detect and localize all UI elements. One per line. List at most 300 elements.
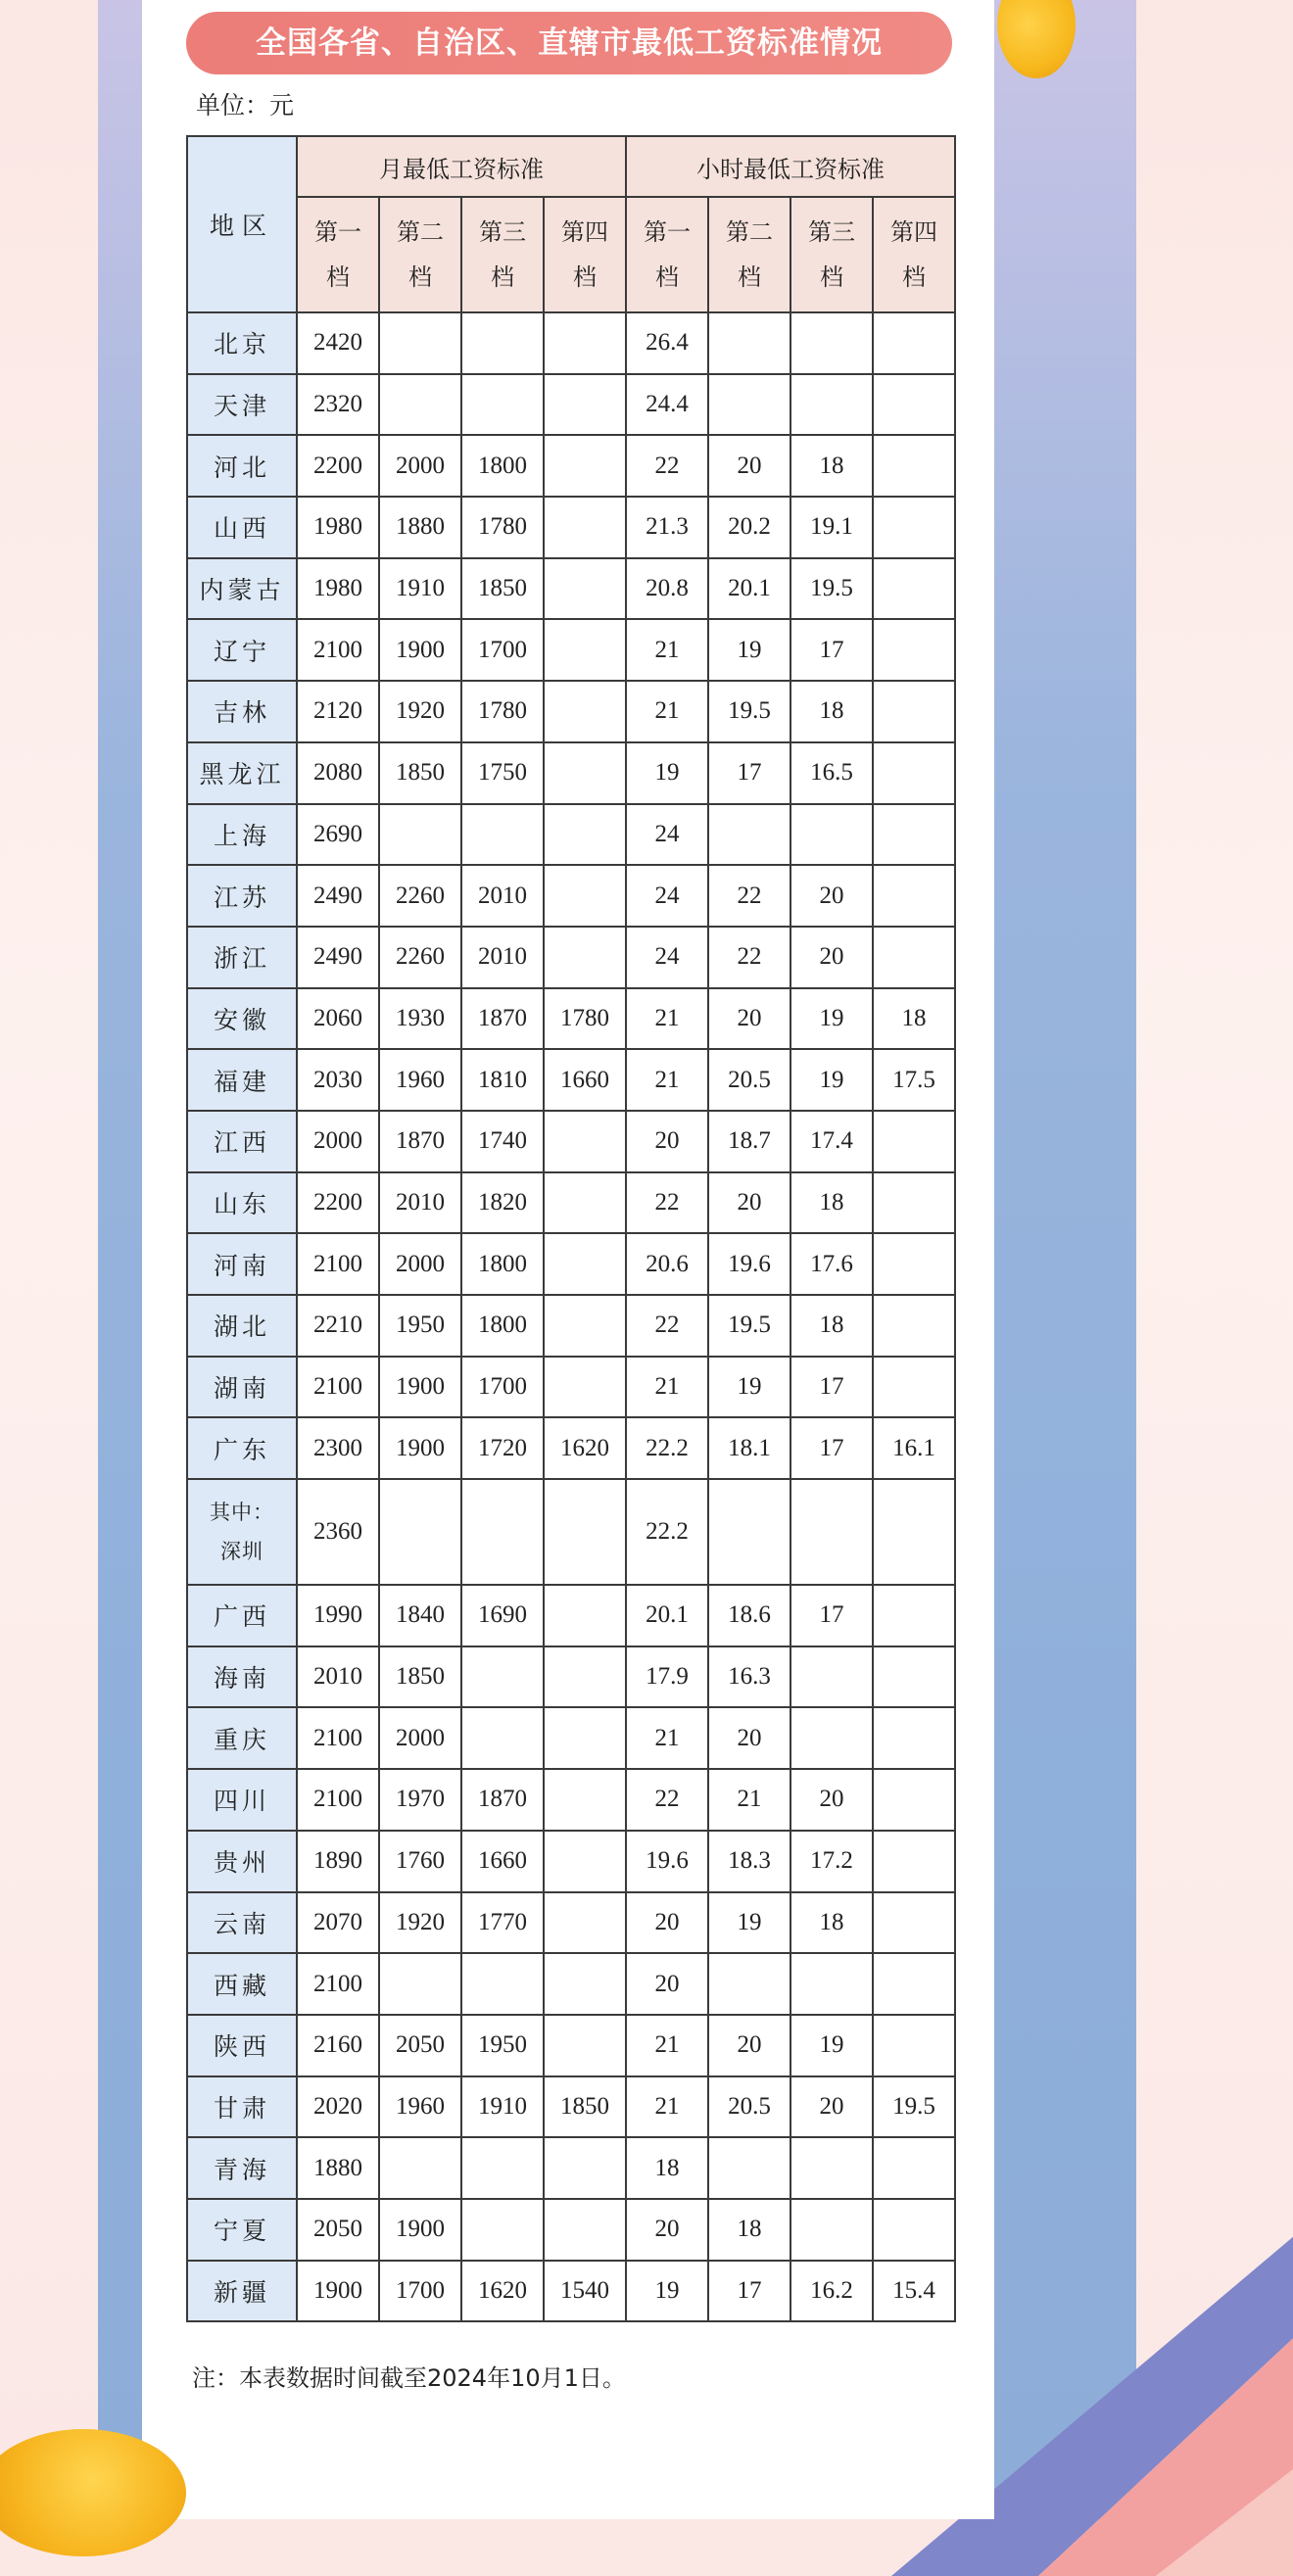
hourly-wage-cell: 19	[626, 742, 708, 804]
hourly-wage-cell: 19	[790, 2015, 873, 2076]
monthly-wage-cell: 2100	[297, 1953, 379, 2015]
hourly-wage-cell	[873, 1953, 955, 2015]
hourly-wage-cell: 20	[790, 865, 873, 927]
monthly-wage-cell: 2000	[379, 435, 461, 497]
table-row	[187, 1831, 955, 1892]
unit-label: 单位：元	[196, 91, 295, 119]
hourly-wage-cell	[708, 2137, 790, 2199]
hourly-wage-cell: 19.5	[708, 681, 790, 742]
hourly-wage-cell: 21.3	[626, 497, 708, 558]
monthly-wage-cell	[544, 1646, 626, 1708]
monthly-wage-cell: 1800	[461, 1233, 544, 1295]
hourly-wage-cell	[873, 1585, 955, 1646]
tier-label-top: 第一	[644, 218, 691, 246]
region-cell: 甘肃	[187, 2076, 297, 2138]
header-tier	[379, 197, 461, 312]
table-row	[187, 2076, 955, 2138]
monthly-wage-cell: 1980	[297, 558, 379, 620]
tier-label-bottom: 档	[573, 263, 597, 291]
monthly-wage-cell: 2490	[297, 865, 379, 927]
monthly-wage-cell: 1840	[379, 1585, 461, 1646]
hourly-wage-cell	[708, 312, 790, 374]
hourly-wage-cell: 17	[790, 1357, 873, 1418]
monthly-wage-cell: 1950	[379, 1295, 461, 1357]
monthly-wage-cell	[544, 374, 626, 436]
hourly-wage-cell: 17.9	[626, 1646, 708, 1708]
hourly-wage-cell: 18.1	[708, 1417, 790, 1479]
monthly-wage-cell: 2120	[297, 681, 379, 742]
region-cell: 山西	[187, 497, 297, 558]
hourly-wage-cell: 22	[708, 927, 790, 988]
monthly-wage-cell	[379, 374, 461, 436]
table-row	[187, 374, 955, 436]
hourly-wage-cell: 19.5	[708, 1295, 790, 1357]
monthly-wage-cell: 1910	[461, 2076, 544, 2138]
monthly-wage-cell: 2010	[461, 927, 544, 988]
monthly-wage-cell	[544, 2015, 626, 2076]
monthly-wage-cell: 1880	[297, 2137, 379, 2199]
footnote: 注：本表数据时间截至2024年10月1日。	[192, 2364, 626, 2392]
hourly-wage-cell: 26.4	[626, 312, 708, 374]
hourly-wage-cell: 20	[626, 1892, 708, 1954]
monthly-wage-cell	[544, 2199, 626, 2261]
table-row	[187, 2015, 955, 2076]
monthly-wage-cell: 1780	[461, 681, 544, 742]
header-hourly: 小时最低工资标准	[626, 136, 955, 197]
table-row	[187, 804, 955, 866]
monthly-wage-cell: 1780	[461, 497, 544, 558]
monthly-wage-cell: 1740	[461, 1111, 544, 1172]
monthly-wage-cell: 2030	[297, 1049, 379, 1111]
hourly-wage-cell: 21	[626, 1357, 708, 1418]
hourly-wage-cell	[873, 1831, 955, 1892]
monthly-wage-cell: 1800	[461, 435, 544, 497]
monthly-wage-cell	[544, 865, 626, 927]
monthly-wage-cell: 2060	[297, 988, 379, 1050]
hourly-wage-cell: 21	[626, 681, 708, 742]
hourly-wage-cell: 17.5	[873, 1049, 955, 1111]
table-row	[187, 1111, 955, 1172]
monthly-wage-cell: 2300	[297, 1417, 379, 1479]
tier-label-bottom: 档	[408, 263, 432, 291]
region-cell: 天津	[187, 374, 297, 436]
hourly-wage-cell: 20.2	[708, 497, 790, 558]
region-cell: 广东	[187, 1417, 297, 1479]
header-tier	[544, 197, 626, 312]
monthly-wage-cell	[544, 619, 626, 681]
table-row	[187, 988, 955, 1050]
monthly-wage-cell: 2010	[461, 865, 544, 927]
monthly-wage-cell	[544, 1479, 626, 1585]
tier-label-top: 第一	[314, 218, 361, 246]
monthly-wage-cell: 1900	[297, 2261, 379, 2322]
monthly-wage-cell	[544, 1357, 626, 1418]
monthly-wage-cell: 1880	[379, 497, 461, 558]
hourly-wage-cell: 20.5	[708, 2076, 790, 2138]
hourly-wage-cell	[790, 2137, 873, 2199]
hourly-wage-cell	[873, 2137, 955, 2199]
monthly-wage-cell	[544, 1233, 626, 1295]
hourly-wage-cell: 22	[626, 1295, 708, 1357]
hourly-wage-cell: 19	[790, 1049, 873, 1111]
hourly-wage-cell: 18	[790, 1172, 873, 1234]
monthly-wage-cell: 1660	[544, 1049, 626, 1111]
hourly-wage-cell	[873, 927, 955, 988]
region-cell: 安徽	[187, 988, 297, 1050]
header-tier	[790, 197, 873, 312]
monthly-wage-cell: 1620	[544, 1417, 626, 1479]
hourly-wage-cell: 20	[708, 435, 790, 497]
monthly-wage-cell: 1770	[461, 1892, 544, 1954]
hourly-wage-cell: 24	[626, 927, 708, 988]
hourly-wage-cell	[873, 1111, 955, 1172]
table-row	[187, 435, 955, 497]
table-row	[187, 1953, 955, 2015]
hourly-wage-cell: 21	[626, 988, 708, 1050]
hourly-wage-cell: 22	[626, 1172, 708, 1234]
hourly-wage-cell: 18.7	[708, 1111, 790, 1172]
monthly-wage-cell: 1700	[379, 2261, 461, 2322]
hourly-wage-cell	[873, 2199, 955, 2261]
hourly-wage-cell	[790, 374, 873, 436]
monthly-wage-cell: 2100	[297, 1357, 379, 1418]
hourly-wage-cell: 18	[626, 2137, 708, 2199]
monthly-wage-cell: 1960	[379, 2076, 461, 2138]
monthly-wage-cell: 1900	[379, 1357, 461, 1418]
table-row	[187, 2261, 955, 2322]
monthly-wage-cell: 1690	[461, 1585, 544, 1646]
monthly-wage-cell: 1850	[461, 558, 544, 620]
monthly-wage-cell: 1900	[379, 619, 461, 681]
hourly-wage-cell	[708, 1479, 790, 1585]
monthly-wage-cell	[379, 2137, 461, 2199]
hourly-wage-cell: 22.2	[626, 1417, 708, 1479]
monthly-wage-cell: 1990	[297, 1585, 379, 1646]
monthly-wage-cell	[544, 1172, 626, 1234]
monthly-wage-cell	[544, 742, 626, 804]
monthly-wage-cell: 1850	[544, 2076, 626, 2138]
monthly-wage-cell	[461, 804, 544, 866]
tier-label-bottom: 档	[326, 263, 350, 291]
hourly-wage-cell: 16.2	[790, 2261, 873, 2322]
table-row	[187, 1049, 955, 1111]
hourly-wage-cell: 20.8	[626, 558, 708, 620]
region-cell: 江西	[187, 1111, 297, 1172]
hourly-wage-cell	[790, 1479, 873, 1585]
hourly-wage-cell: 18	[790, 1892, 873, 1954]
region-cell: 北京	[187, 312, 297, 374]
region-cell: 内蒙古	[187, 558, 297, 620]
hourly-wage-cell: 18	[790, 681, 873, 742]
hourly-wage-cell	[790, 312, 873, 374]
hourly-wage-cell: 20	[708, 1707, 790, 1769]
tier-label-top: 第三	[479, 218, 526, 246]
region-cell: 上海	[187, 804, 297, 866]
monthly-wage-cell: 2360	[297, 1479, 379, 1585]
region-cell: 河北	[187, 435, 297, 497]
hourly-wage-cell: 19	[790, 988, 873, 1050]
monthly-wage-cell: 1810	[461, 1049, 544, 1111]
hourly-wage-cell: 17	[708, 2261, 790, 2322]
monthly-wage-cell	[461, 1646, 544, 1708]
table-row	[187, 312, 955, 374]
region-cell: 广西	[187, 1585, 297, 1646]
hourly-wage-cell	[790, 2199, 873, 2261]
region-label: 其中：	[210, 1501, 274, 1525]
header-region: 地区	[187, 136, 297, 312]
hourly-wage-cell	[873, 742, 955, 804]
hourly-wage-cell	[708, 1953, 790, 2015]
header-tier	[461, 197, 544, 312]
monthly-wage-cell	[379, 1479, 461, 1585]
monthly-wage-cell: 1700	[461, 619, 544, 681]
table-row	[187, 927, 955, 988]
page-title: 全国各省、自治区、直辖市最低工资标准情况	[186, 12, 952, 74]
region-cell: 吉林	[187, 681, 297, 742]
monthly-wage-cell: 1620	[461, 2261, 544, 2322]
monthly-wage-cell: 2000	[297, 1111, 379, 1172]
table-row	[187, 1357, 955, 1418]
monthly-wage-cell	[544, 927, 626, 988]
hourly-wage-cell	[873, 312, 955, 374]
hourly-wage-cell	[790, 1646, 873, 1708]
monthly-wage-cell	[544, 1585, 626, 1646]
hourly-wage-cell: 20.1	[708, 558, 790, 620]
hourly-wage-cell: 20	[626, 1111, 708, 1172]
table-row	[187, 2137, 955, 2199]
region-cell: 湖南	[187, 1357, 297, 1418]
hourly-wage-cell	[873, 1233, 955, 1295]
monthly-wage-cell: 1780	[544, 988, 626, 1050]
monthly-wage-cell	[461, 1953, 544, 2015]
hourly-wage-cell: 18	[790, 1295, 873, 1357]
hourly-wage-cell	[708, 374, 790, 436]
monthly-wage-cell: 1750	[461, 742, 544, 804]
monthly-wage-cell	[544, 681, 626, 742]
region-cell: 辽宁	[187, 619, 297, 681]
monthly-wage-cell: 2210	[297, 1295, 379, 1357]
region-cell: 江苏	[187, 865, 297, 927]
hourly-wage-cell: 20	[708, 2015, 790, 2076]
header-tier	[873, 197, 955, 312]
monthly-wage-cell: 1660	[461, 1831, 544, 1892]
monthly-wage-cell: 2000	[379, 1233, 461, 1295]
monthly-wage-cell	[461, 2137, 544, 2199]
region-cell: 西藏	[187, 1953, 297, 2015]
table-row	[187, 497, 955, 558]
monthly-wage-cell: 1870	[379, 1111, 461, 1172]
monthly-wage-cell	[544, 1707, 626, 1769]
hourly-wage-cell	[790, 1953, 873, 2015]
hourly-wage-cell	[873, 1295, 955, 1357]
monthly-wage-cell: 2050	[297, 2199, 379, 2261]
tier-label-bottom: 档	[902, 263, 926, 291]
table-row	[187, 681, 955, 742]
monthly-wage-cell	[544, 1769, 626, 1831]
hourly-wage-cell: 20	[708, 988, 790, 1050]
hourly-wage-cell: 22	[626, 1769, 708, 1831]
hourly-wage-cell: 17.6	[790, 1233, 873, 1295]
hourly-wage-cell: 21	[626, 2015, 708, 2076]
hourly-wage-cell: 21	[626, 1049, 708, 1111]
monthly-wage-cell: 1960	[379, 1049, 461, 1111]
monthly-wage-cell: 1540	[544, 2261, 626, 2322]
monthly-wage-cell	[544, 804, 626, 866]
tier-label-top: 第二	[726, 218, 773, 246]
hourly-wage-cell: 17	[790, 1585, 873, 1646]
hourly-wage-cell: 17	[790, 1417, 873, 1479]
hourly-wage-cell: 17	[790, 619, 873, 681]
monthly-wage-cell: 2260	[379, 927, 461, 988]
header-monthly: 月最低工资标准	[297, 136, 626, 197]
monthly-wage-cell: 1720	[461, 1417, 544, 1479]
monthly-wage-cell: 1760	[379, 1831, 461, 1892]
monthly-wage-cell	[461, 2199, 544, 2261]
hourly-wage-cell: 24	[626, 804, 708, 866]
region-cell: 陕西	[187, 2015, 297, 2076]
region-cell: 云南	[187, 1892, 297, 1954]
region-cell	[187, 1479, 297, 1585]
monthly-wage-cell: 2100	[297, 1769, 379, 1831]
table-row	[187, 865, 955, 927]
region-cell: 黑龙江	[187, 742, 297, 804]
monthly-wage-cell	[544, 312, 626, 374]
monthly-wage-cell: 2200	[297, 1172, 379, 1234]
hourly-wage-cell: 17.2	[790, 1831, 873, 1892]
hourly-wage-cell	[873, 1479, 955, 1585]
tier-label-top: 第四	[561, 218, 608, 246]
hourly-wage-cell	[873, 497, 955, 558]
hourly-wage-cell: 18	[708, 2199, 790, 2261]
hourly-wage-cell: 20	[790, 2076, 873, 2138]
hourly-wage-cell: 18.6	[708, 1585, 790, 1646]
monthly-wage-cell: 2160	[297, 2015, 379, 2076]
region-cell: 青海	[187, 2137, 297, 2199]
monthly-wage-cell: 1950	[461, 2015, 544, 2076]
region-cell: 贵州	[187, 1831, 297, 1892]
hourly-wage-cell: 18.3	[708, 1831, 790, 1892]
hourly-wage-cell	[790, 804, 873, 866]
monthly-wage-cell	[544, 1831, 626, 1892]
monthly-wage-cell	[544, 558, 626, 620]
hourly-wage-cell	[873, 435, 955, 497]
hourly-wage-cell: 21	[626, 619, 708, 681]
tier-label-bottom: 档	[820, 263, 843, 291]
monthly-wage-cell: 2100	[297, 1233, 379, 1295]
monthly-wage-cell	[544, 1953, 626, 2015]
hourly-wage-cell: 24	[626, 865, 708, 927]
hourly-wage-cell: 19	[708, 619, 790, 681]
monthly-wage-cell: 1910	[379, 558, 461, 620]
region-cell: 海南	[187, 1646, 297, 1708]
table-row	[187, 1707, 955, 1769]
monthly-wage-cell: 2420	[297, 312, 379, 374]
monthly-wage-cell: 1850	[379, 742, 461, 804]
hourly-wage-cell: 20	[790, 1769, 873, 1831]
tier-label-top: 第四	[890, 218, 937, 246]
region-cell: 四川	[187, 1769, 297, 1831]
table-row	[187, 1479, 955, 1585]
monthly-wage-cell: 1890	[297, 1831, 379, 1892]
hourly-wage-cell	[873, 1892, 955, 1954]
monthly-wage-cell: 1850	[379, 1646, 461, 1708]
hourly-wage-cell	[873, 1707, 955, 1769]
table-row	[187, 1585, 955, 1646]
hourly-wage-cell: 16.1	[873, 1417, 955, 1479]
region-cell: 重庆	[187, 1707, 297, 1769]
hourly-wage-cell: 19.1	[790, 497, 873, 558]
hourly-wage-cell: 15.4	[873, 2261, 955, 2322]
hourly-wage-cell: 21	[708, 1769, 790, 1831]
table-row	[187, 1769, 955, 1831]
table-row	[187, 2199, 955, 2261]
table-row	[187, 742, 955, 804]
table-row	[187, 1233, 955, 1295]
monthly-wage-cell: 1900	[379, 1417, 461, 1479]
monthly-wage-cell	[544, 1111, 626, 1172]
monthly-wage-cell: 2020	[297, 2076, 379, 2138]
monthly-wage-cell	[379, 1953, 461, 2015]
hourly-wage-cell: 17.4	[790, 1111, 873, 1172]
hourly-wage-cell: 19.6	[626, 1831, 708, 1892]
tier-label-top: 第二	[397, 218, 444, 246]
hourly-wage-cell: 19.5	[873, 2076, 955, 2138]
hourly-wage-cell: 21	[626, 1707, 708, 1769]
monthly-wage-cell: 1870	[461, 1769, 544, 1831]
table-row	[187, 619, 955, 681]
monthly-wage-cell	[544, 1892, 626, 1954]
minimum-wage-table	[186, 135, 956, 2322]
hourly-wage-cell: 20	[708, 1172, 790, 1234]
hourly-wage-cell: 16.3	[708, 1646, 790, 1708]
hourly-wage-cell: 22.2	[626, 1479, 708, 1585]
monthly-wage-cell: 2490	[297, 927, 379, 988]
monthly-wage-cell: 1800	[461, 1295, 544, 1357]
hourly-wage-cell: 19.6	[708, 1233, 790, 1295]
monthly-wage-cell: 1970	[379, 1769, 461, 1831]
hourly-wage-cell	[873, 374, 955, 436]
hourly-wage-cell: 20	[626, 2199, 708, 2261]
hourly-wage-cell	[873, 1172, 955, 1234]
hourly-wage-cell: 20	[790, 927, 873, 988]
monthly-wage-cell: 1920	[379, 681, 461, 742]
hourly-wage-cell	[708, 804, 790, 866]
region-cell: 河南	[187, 1233, 297, 1295]
table-row	[187, 1417, 955, 1479]
gold-coin-decoration-bottom	[0, 2429, 186, 2556]
monthly-wage-cell: 1820	[461, 1172, 544, 1234]
region-cell: 浙江	[187, 927, 297, 988]
tier-label-bottom: 档	[738, 263, 761, 291]
monthly-wage-cell: 2200	[297, 435, 379, 497]
monthly-wage-cell: 2100	[297, 1707, 379, 1769]
hourly-wage-cell: 24.4	[626, 374, 708, 436]
hourly-wage-cell: 19.5	[790, 558, 873, 620]
monthly-wage-cell: 2000	[379, 1707, 461, 1769]
hourly-wage-cell	[873, 619, 955, 681]
monthly-wage-cell: 1920	[379, 1892, 461, 1954]
hourly-wage-cell	[873, 865, 955, 927]
monthly-wage-cell: 1900	[379, 2199, 461, 2261]
monthly-wage-cell	[461, 312, 544, 374]
monthly-wage-cell	[379, 312, 461, 374]
table-row	[187, 1646, 955, 1708]
hourly-wage-cell: 19	[708, 1357, 790, 1418]
hourly-wage-cell: 18	[873, 988, 955, 1050]
monthly-wage-cell: 1870	[461, 988, 544, 1050]
hourly-wage-cell	[873, 1769, 955, 1831]
hourly-wage-cell	[873, 1646, 955, 1708]
